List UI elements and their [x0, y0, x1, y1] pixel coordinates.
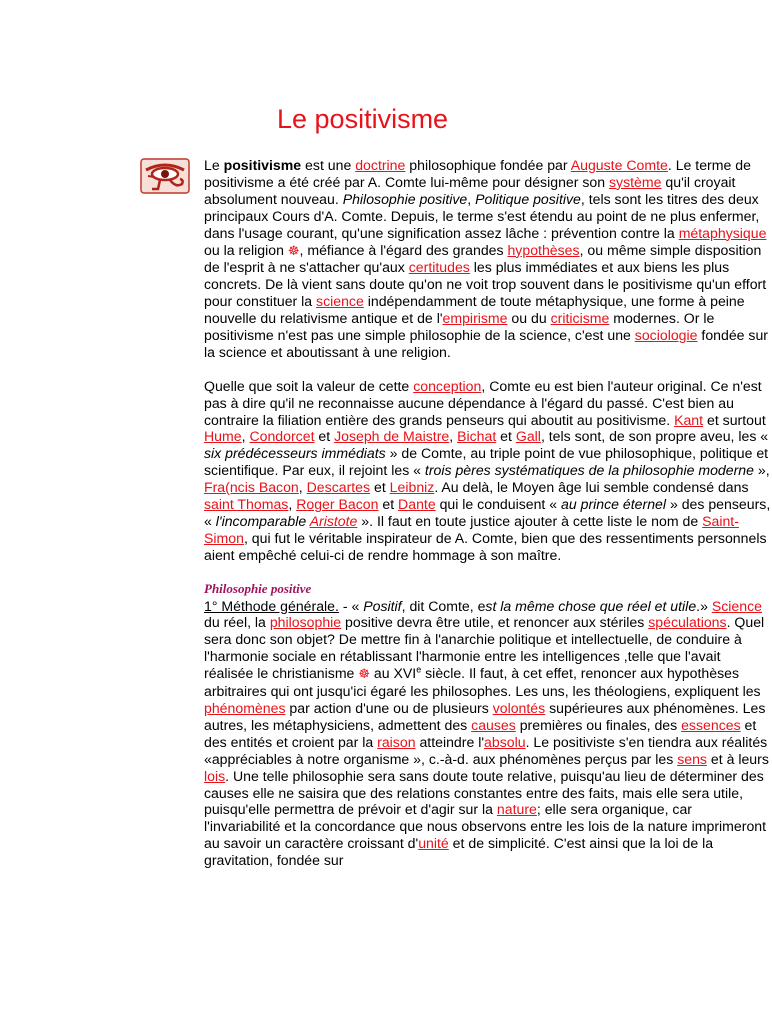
link-doctrine[interactable]: doctrine	[355, 157, 406, 173]
link-hume[interactable]: Hume	[204, 428, 242, 445]
link-science-2[interactable]: Science	[711, 597, 762, 614]
term-positivisme: positivisme	[223, 157, 302, 173]
link-absolu[interactable]: absolu	[484, 733, 526, 750]
link-conception[interactable]: conception	[413, 377, 482, 394]
link-sens[interactable]: sens	[677, 750, 707, 767]
subheading: 1° Méthode générale.	[204, 597, 339, 614]
link-hypotheses[interactable]: hypothèses	[507, 241, 580, 258]
link-roger-bacon[interactable]: Roger Bacon	[296, 496, 379, 513]
link-auguste-comte[interactable]: Auguste Comte	[570, 157, 668, 173]
link-philosophie[interactable]: philosophie	[269, 614, 342, 631]
link-joseph-de-maistre[interactable]: Joseph de Maistre	[334, 428, 450, 445]
link-leibniz[interactable]: Leibniz	[389, 479, 435, 496]
paragraph-filiation: Quelle que soit la valeur de cette conception, Comte eu est bien l'auteur original. Ce n'est pas à dire qu'il ne reconnaisse aucune dépendance à l'égard du passé. C'est bien au contraire la filiation entière des grands penseurs qui aboutit au positivisme. Kant et surtout Hume, Condorcet et Joseph de Maistre, Bichat et Gall, tels sont, de son propre aveu, les « six prédécesseurs immédiats » de Comte, au triple point de vue philosophique, politique et scientifique. Par eux, il rejoint les « trois pères systématiques de la philosophie moderne », Fra(ncis Bacon, Descartes et Leibniz. Au delà, le Moyen âge lui semble condensé dans saint Thomas, Roger Bacon et Dante qui le conduisent « au prince éternel » des penseurs, « l'incomparable Aristote ». Il faut en toute justice ajouter à cette liste le nom de Saint-Simon, qui fut le véritable inspirateur de A. Comte, bien que des ressentiments personnels aient empêché celui-ci de rendre hommage à son maître.	[204, 377, 771, 563]
link-saint-thomas[interactable]: saint Thomas	[204, 496, 289, 513]
link-criticisme[interactable]: criticisme	[550, 310, 610, 327]
link-lois[interactable]: lois	[204, 767, 226, 784]
paragraph-methode: 1° Méthode générale. - « Positif, dit Comte, est la même chose que réel et utile.» Science du réel, la philosophie positive devra être utile, et renoncer aux stériles spéculations. Quel sera donc son objet? De mettre fin à l'anarchie politique et intellectuelle, de conduire à l'harmonie sociale en rétablissant l'harmonie entre les intelligences ,telle que l'avait réalisée le christianisme ☸ au XVIe siècle. Il faut, à cet effet, renoncer aux hypothèses arbitraires qui ont jusqu'ici égaré les philosophes. Les uns, les théologiens, expliquent les phénomènes par action d'une ou de plusieurs volontés supérieures aux phénomènes. Les autres, les métaphysiciens, admettent des causes premières ou finales, des essences et des entités et croient par la raison atteindre l'absolu. Le positiviste s'en tiendra aux réalités «appréciables à notre organisme », c.-à-d. aux phénomènes perçus par les sens et à leurs lois. Une telle philosophie sera sans doute toute relative, puisqu'au lieu de déterminer des causes elle ne saisira que des relations constantes entre des faits, mais elle sera utile, puisqu'elle permettra de prévoir et d'agir sur la nature; elle sera organique, car l'invariabilité et la concordance que nous observons entre les lois de la nature imprimeront au savoir un caractère croissant d'unité et de simplicité. C'est ainsi que la loi de la gravitation, fondée sur	[204, 597, 769, 869]
link-certitudes[interactable]: certitudes	[408, 259, 470, 276]
section-heading: Philosophie positive	[204, 580, 312, 596]
link-saint-simon[interactable]: Saint-Simon	[204, 513, 739, 546]
link-aristote[interactable]: Aristote	[309, 513, 358, 530]
article-body	[204, 157, 772, 869]
link-unite[interactable]: unité	[418, 835, 449, 852]
link-essences[interactable]: essences	[681, 716, 741, 733]
link-empirisme[interactable]: empirisme	[442, 310, 508, 327]
link-dante[interactable]: Dante	[398, 496, 436, 513]
link-sociologie[interactable]: sociologie	[634, 327, 698, 344]
link-metaphysique[interactable]: métaphysique	[678, 224, 767, 241]
link-descartes[interactable]: Descartes	[306, 479, 371, 496]
link-speculations[interactable]: spéculations	[648, 614, 727, 631]
link-francis-bacon[interactable]: Fra(ncis Bacon	[204, 479, 299, 496]
religion-symbol-icon[interactable]: ☸	[358, 666, 370, 682]
link-phenomenes[interactable]: phénomènes	[204, 699, 286, 716]
link-causes[interactable]: causes	[471, 716, 516, 733]
religion-symbol-icon[interactable]: ☸	[287, 242, 300, 258]
link-systeme[interactable]: système	[609, 173, 662, 190]
paragraph-intro: Le positivisme est une doctrine philosophique fondée par Auguste Comte. Le terme de positivisme a été créé par A. Comte lui-même pour désigner son système qu'il croyait absolument nouveau. Philosophie positive, Politique positive, tels sont les titres des deux principaux Cours d'A. Comte. Depuis, le terme s'est étendu au point de ne plus enfermer, dans l'usage courant, qu'une signification assez lâche : prévention contre la métaphysique ou la religion ☸, méfiance à l'égard des grandes hypothèses, ou même simple disposition de l'esprit à ne s'attacher qu'aux certitudes les plus immédiates et aux biens les plus concrets. De là vient sans doute qu'on ne voit trop souvent dans le positivisme qu'un effort pour constituer la science indépendamment de toute métaphysique, une forme à peine nouvelle du relativisme antique et de l'empirisme ou du criticisme modernes. Or le positivisme n'est pas une simple philosophie de la science, c'est une sociologie fondée sur la science et aboutissant à une religion.	[204, 157, 769, 360]
link-gall[interactable]: Gall	[515, 428, 541, 445]
link-volontes[interactable]: volontés	[492, 699, 546, 716]
link-bichat[interactable]: Bichat	[457, 428, 497, 445]
page-title: Le positivisme	[277, 104, 449, 134]
link-science[interactable]: science	[316, 293, 364, 310]
link-nature[interactable]: nature	[496, 801, 537, 818]
link-kant[interactable]: Kant	[674, 411, 704, 428]
link-condorcet[interactable]: Condorcet	[249, 428, 315, 445]
eye-of-horus-icon	[140, 158, 190, 194]
link-raison[interactable]: raison	[377, 733, 416, 750]
